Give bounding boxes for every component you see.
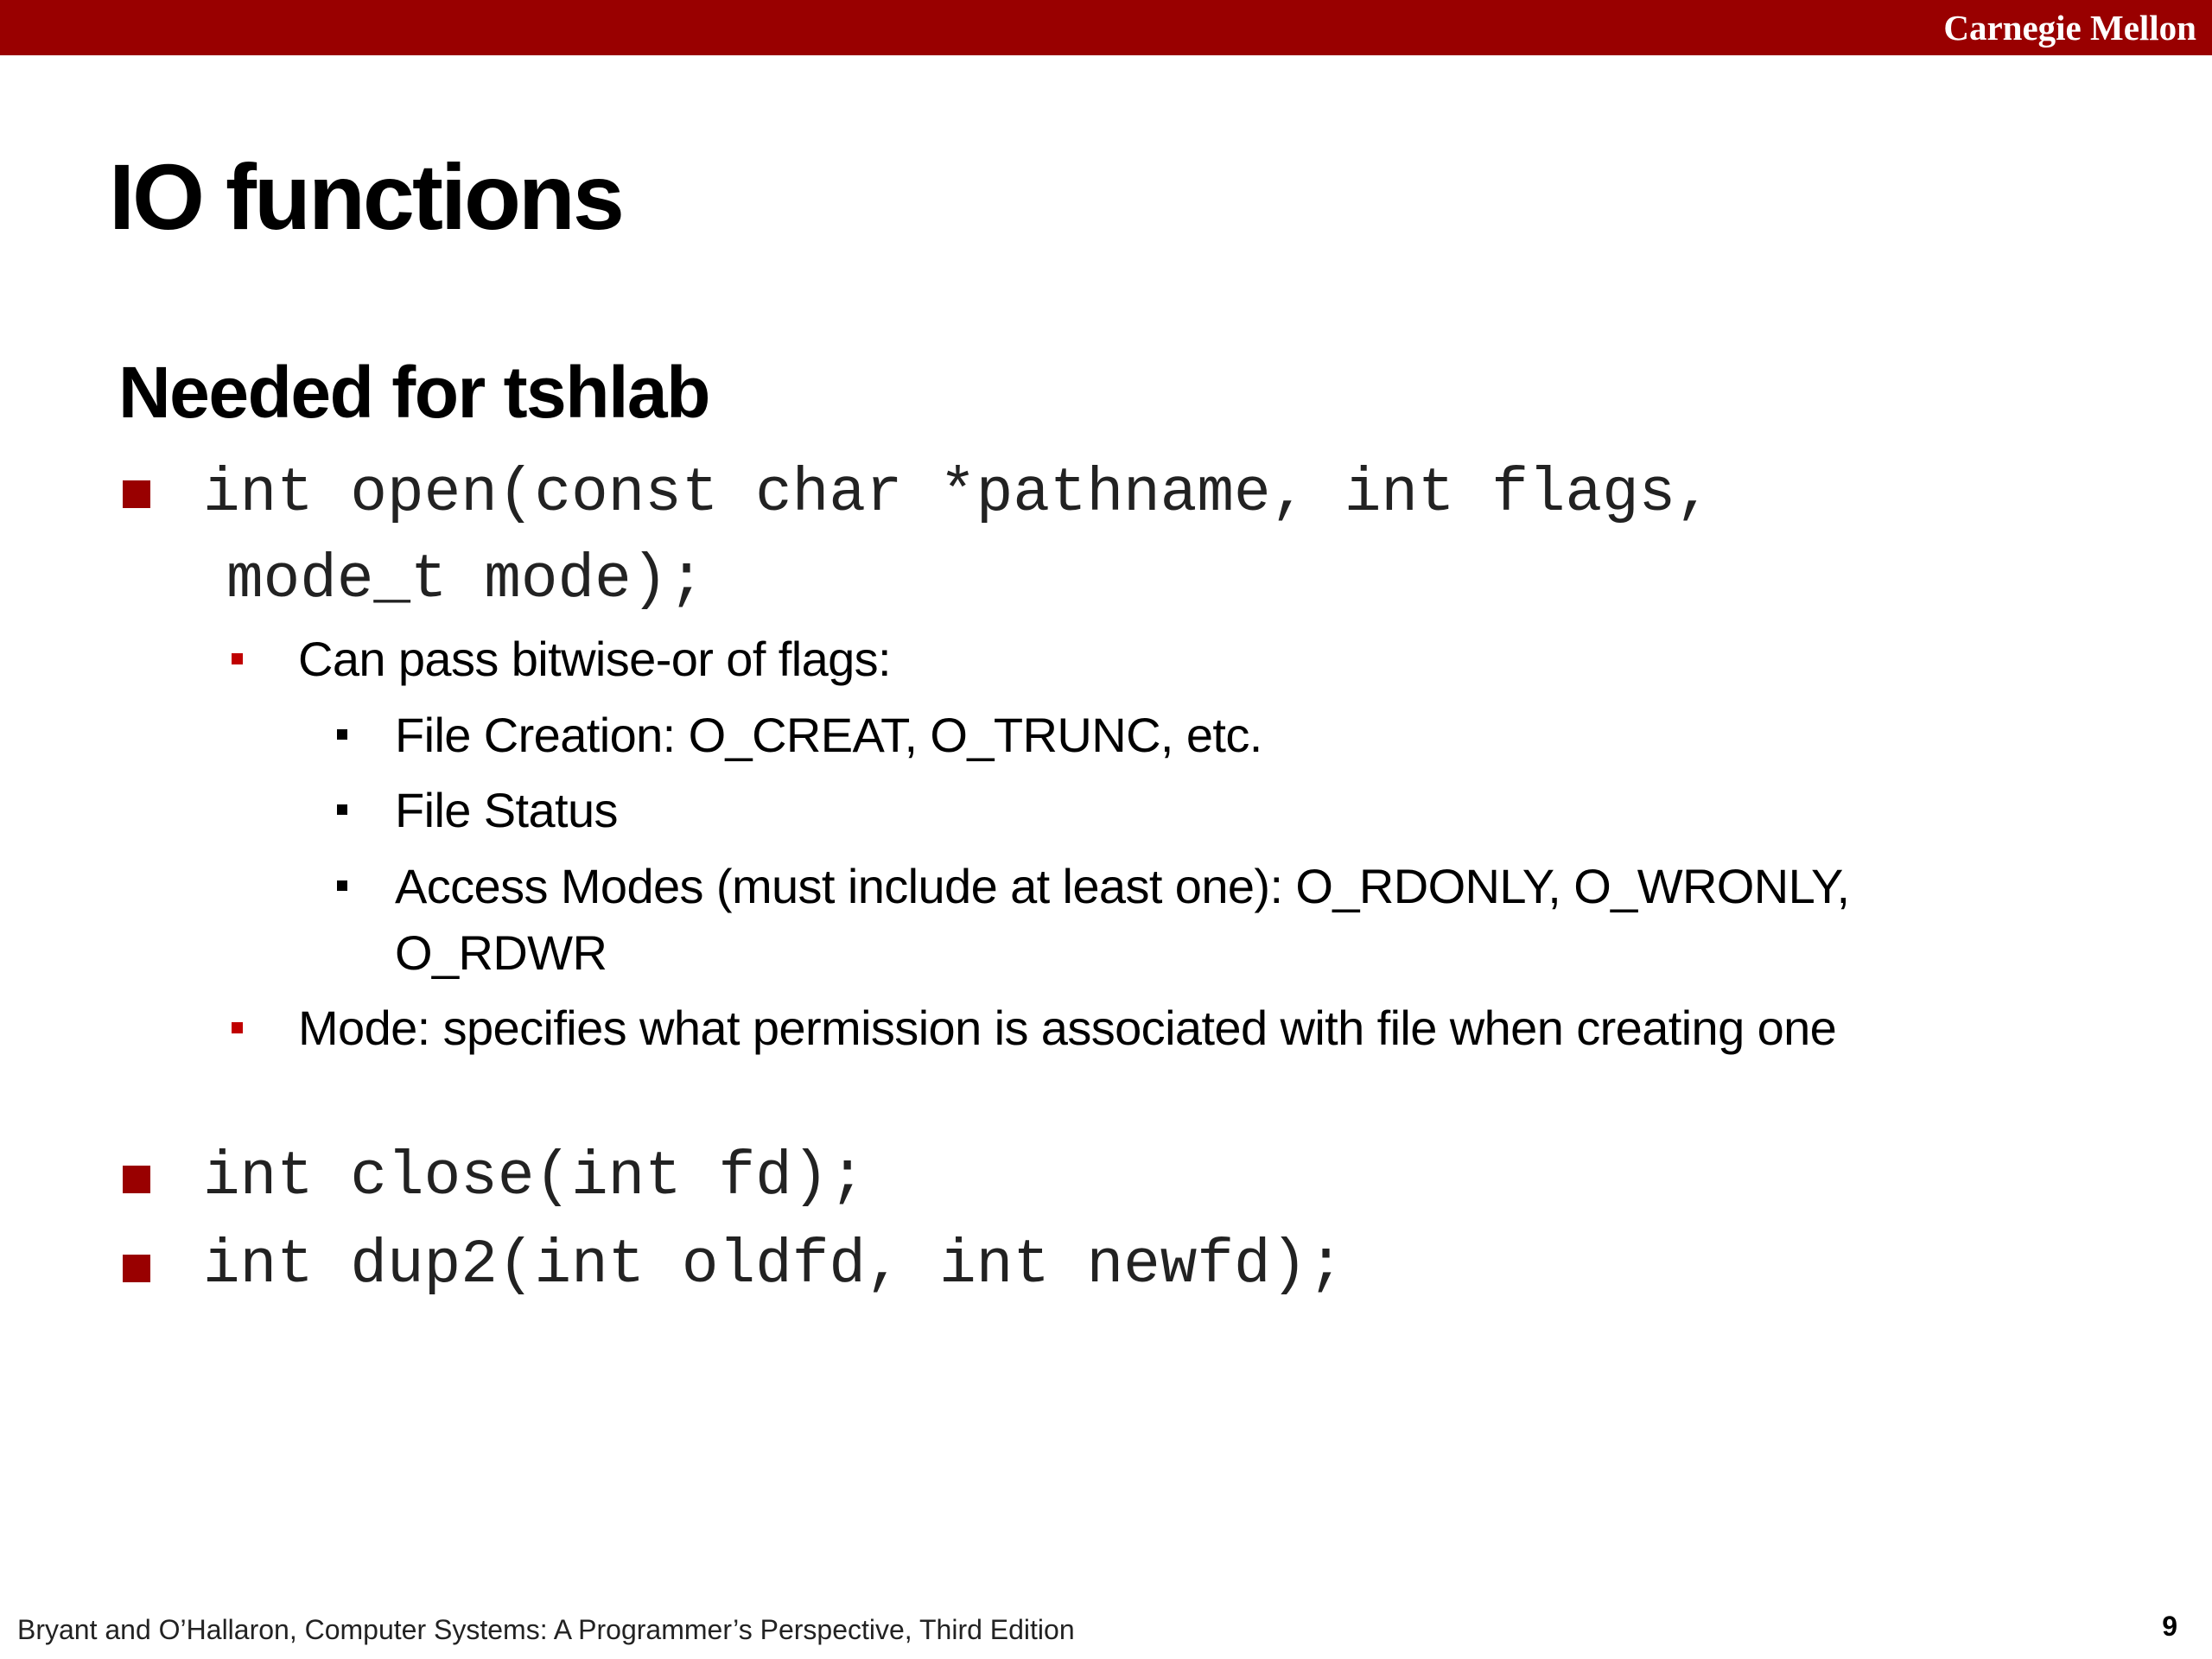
- dup2-signature: int dup2(int oldfd, int newfd);: [203, 1231, 1344, 1300]
- header-bar: [0, 0, 2212, 55]
- sub-bullet-icon: [232, 1022, 243, 1033]
- sub-sub-bullet-icon: [337, 729, 347, 740]
- open-signature-line1: int open(const char *pathname, int flags,: [203, 460, 1713, 529]
- open-sub-point-mode: Mode: specifies what permission is associated with file when creating one: [298, 1001, 1837, 1055]
- flag-point-access-modes-cont: O_RDWR: [395, 925, 607, 980]
- footer-citation: Bryant and O’Hallaron, Computer Systems: A Programmer’s Perspective, Third Edition: [17, 1614, 1075, 1645]
- flag-point-access-modes: Access Modes (must include at least one): O_RDONLY, O_WRONLY,: [395, 859, 1850, 913]
- section-heading: Needed for tshlab: [118, 352, 709, 433]
- page-number: 9: [2162, 1611, 2177, 1642]
- open-sub-point-flags: Can pass bitwise-or of flags:: [298, 632, 892, 686]
- square-bullet-icon: [123, 1166, 150, 1193]
- square-bullet-icon: [123, 480, 150, 508]
- square-bullet-icon: [123, 1255, 150, 1282]
- sub-bullet-icon: [232, 653, 243, 664]
- flag-point-status: File Status: [395, 783, 618, 837]
- slide-title: IO functions: [109, 144, 622, 249]
- open-signature-line2: mode_t mode);: [226, 546, 705, 615]
- close-signature: int close(int fd);: [203, 1143, 866, 1212]
- brand-name: Carnegie Mellon: [1943, 8, 2196, 48]
- sub-sub-bullet-icon: [337, 880, 347, 891]
- flag-point-creation: File Creation: O_CREAT, O_TRUNC, etc.: [395, 708, 1262, 762]
- sub-sub-bullet-icon: [337, 804, 347, 815]
